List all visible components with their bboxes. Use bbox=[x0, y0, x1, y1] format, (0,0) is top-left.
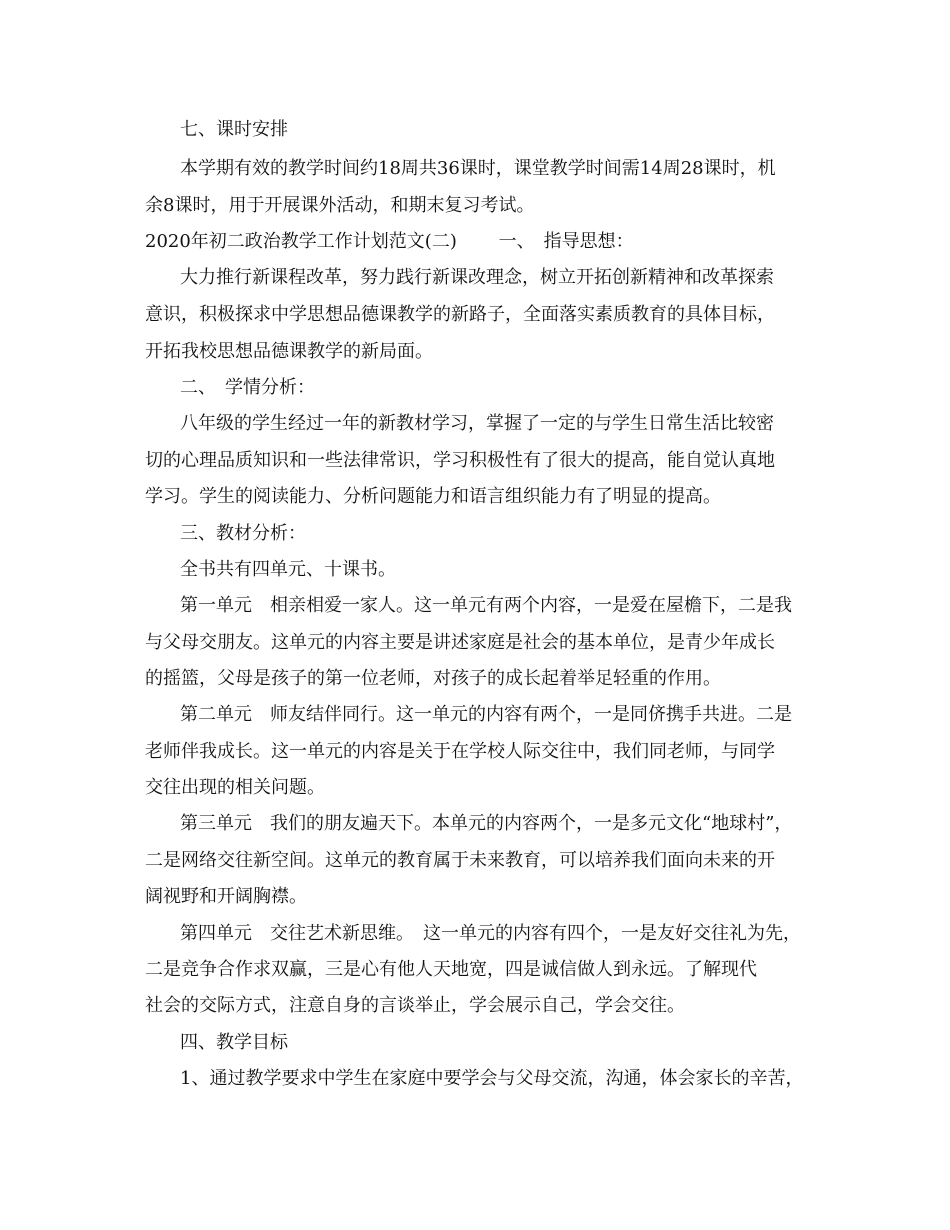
paragraph-line: 八年级的学生经过一年的新教材学习，掌握了一定的与学生日常生活比较密 bbox=[180, 413, 774, 434]
section-heading-class-schedule: 七、课时安排 bbox=[180, 119, 288, 140]
paragraph-line: 第四单元 交往艺术新思维。 这一单元的内容有四个，一是友好交往礼为先， bbox=[180, 923, 801, 944]
section-heading-textbook-analysis: 三、教材分析： bbox=[180, 523, 306, 544]
paragraph-line: 全书共有四单元、十课书。 bbox=[180, 559, 396, 580]
section-heading-student-analysis: 二、 学情分析： bbox=[180, 377, 315, 398]
paragraph-line: 切的心理品质知识和一些法律常识，学习积极性有了很大的提高，能自觉认真地 bbox=[145, 450, 775, 471]
paragraph-line: 1、通过教学要求中学生在家庭中要学会与父母交流，沟通，体会家长的辛苦， bbox=[180, 1068, 804, 1089]
paragraph-line: 社会的交际方式，注意自身的言谈举止，学会展示自己，学会交往。 bbox=[145, 995, 685, 1016]
paragraph-line: 阔视野和开阔胸襟。 bbox=[145, 886, 307, 907]
paragraph-line: 本学期有效的教学时间约18周共36课时，课堂教学时间需14周28课时，机 bbox=[180, 158, 776, 179]
paragraph-line: 二是网络交往新空间。这单元的教育属于未来教育，可以培养我们面向未来的开 bbox=[145, 850, 775, 871]
paragraph-line: 余8课时，用于开展课外活动，和期末复习考试。 bbox=[145, 195, 535, 216]
paragraph-line: 意识，积极探求中学思想品德课教学的新路子，全面落实素质教育的具体目标， bbox=[145, 304, 775, 325]
paragraph-line: 二是竞争合作求双赢，三是心有他人天地宽，四是诚信做人到永远。了解现代 bbox=[145, 959, 757, 980]
paragraph-line: 第一单元 相亲相爱一家人。这一单元有两个内容，一是爱在屋檐下，二是我 bbox=[180, 595, 792, 616]
paragraph-line: 第二单元 师友结伴同行。这一单元的内容有两个，一是同侪携手共进。二是 bbox=[180, 704, 792, 725]
paragraph-line: 交往出现的相关问题。 bbox=[145, 777, 325, 798]
paragraph-line: 第三单元 我们的朋友遍天下。本单元的内容两个，一是多元文化“地球村”， bbox=[180, 813, 793, 834]
paragraph-line: 开拓我校思想品德课教学的新局面。 bbox=[145, 341, 433, 362]
paragraph-line: 学习。学生的阅读能力、分析问题能力和语言组织能力有了明显的提高。 bbox=[145, 486, 721, 507]
section-heading-teaching-goals: 四、教学目标 bbox=[180, 1032, 288, 1053]
paragraph-line: 老师伴我成长。这一单元的内容是关于在学校人际交往中，我们同老师，与同学 bbox=[145, 741, 775, 762]
document-title-line: 2020年初二政治教学工作计划范文(二) 一、 指导思想： bbox=[145, 231, 634, 252]
paragraph-line: 大力推行新课程改革，努力践行新课改理念，树立开拓创新精神和改革探索 bbox=[180, 267, 774, 288]
paragraph-line: 的摇篮，父母是孩子的第一位老师，对孩子的成长起着举足轻重的作用。 bbox=[145, 668, 721, 689]
paragraph-line: 与父母交朋友。这单元的内容主要是讲述家庭是社会的基本单位，是青少年成长 bbox=[145, 632, 775, 653]
